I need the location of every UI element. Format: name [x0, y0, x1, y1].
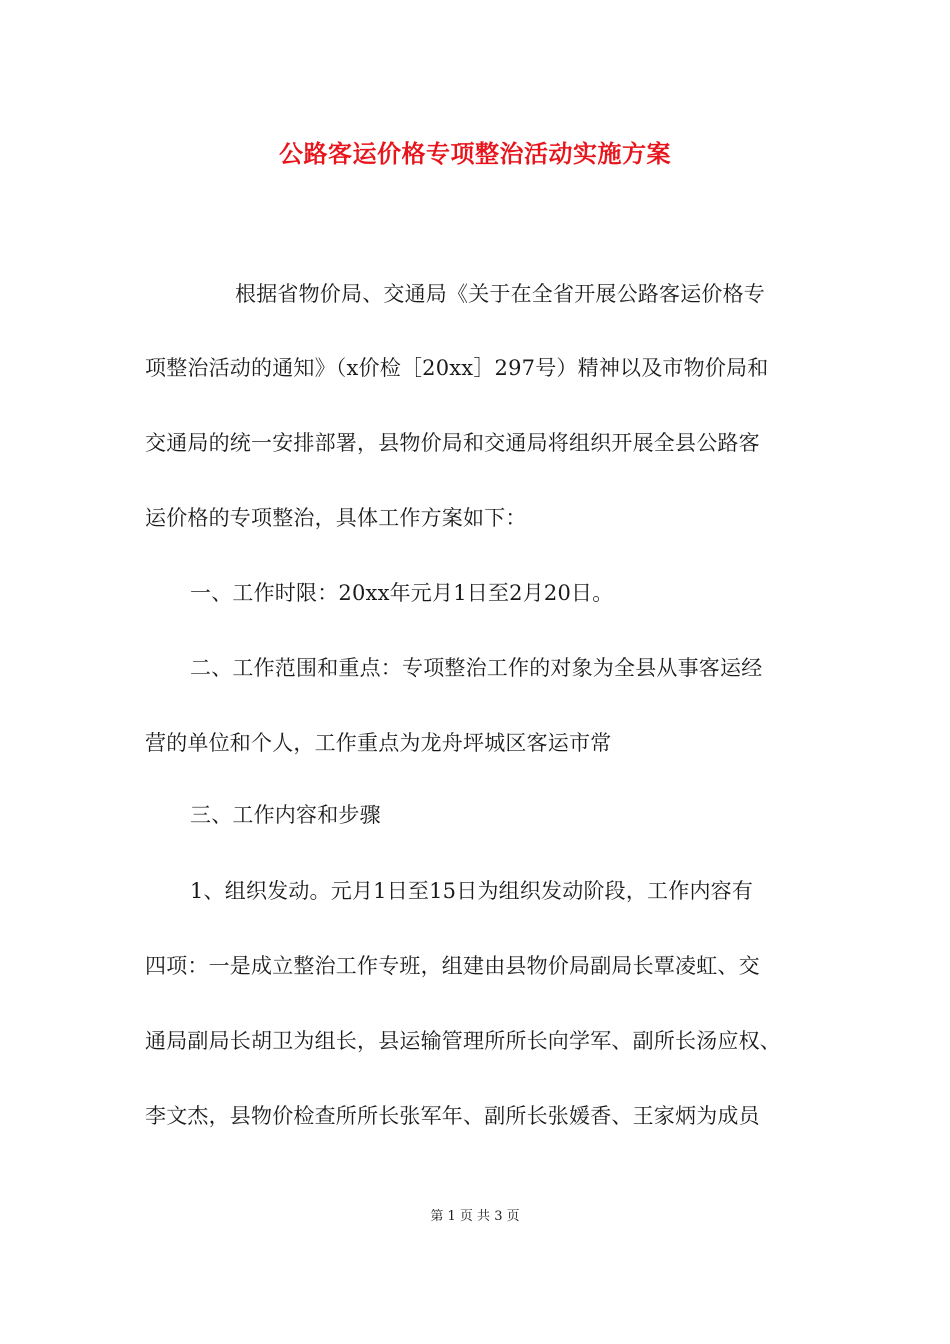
- section-heading-work-period: 一、工作时限：20xx年元月1日至2月20日。: [190, 581, 614, 605]
- body-line: 通局副局长胡卫为组长，县运输管理所所长向学军、副所长汤应权、: [145, 1029, 781, 1053]
- body-line: 运价格的专项整治，具体工作方案如下：: [145, 506, 527, 530]
- body-line: 1、组织发动。元月1日至15日为组织发动阶段，工作内容有: [190, 879, 754, 903]
- body-line: 项整治活动的通知》（x价检［20xx］297号）精神以及市物价局和: [145, 356, 769, 380]
- section-heading-content-steps: 三、工作内容和步骤: [190, 803, 381, 827]
- document-title: 公路客运价格专项整治活动实施方案: [279, 139, 671, 168]
- body-line: 四项：一是成立整治工作专班，组建由县物价局副局长覃凌虹、交: [145, 954, 760, 978]
- section-heading-scope: 二、工作范围和重点：专项整治工作的对象为全县从事客运经: [190, 656, 763, 680]
- body-line: 根据省物价局、交通局《关于在全省开展公路客运价格专: [235, 282, 765, 306]
- page-number-footer: 第 1 页 共 3 页: [430, 1209, 520, 1224]
- body-line: 李文杰，县物价检查所所长张军年、副所长张媛香、王家炳为成员: [145, 1104, 760, 1128]
- body-line: 交通局的统一安排部署，县物价局和交通局将组织开展全县公路客: [145, 431, 760, 455]
- body-line: 营的单位和个人，工作重点为龙舟坪城区客运市常: [145, 731, 612, 755]
